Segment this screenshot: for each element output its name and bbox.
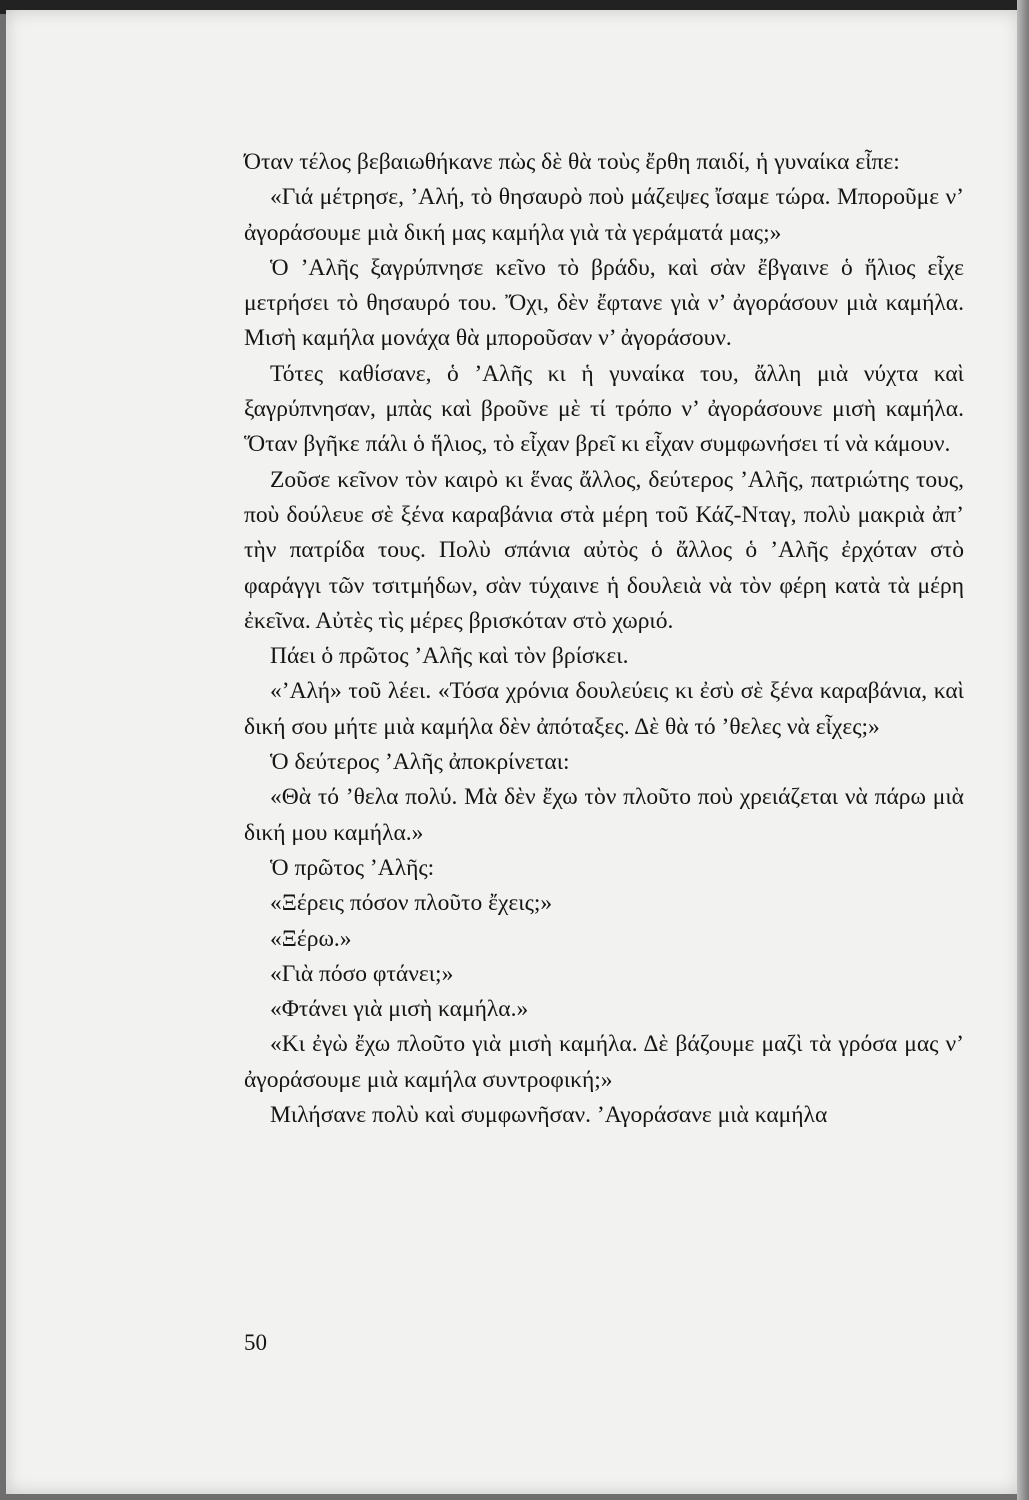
paragraph: «Ξέρω.»: [270, 925, 352, 952]
paragraph: Ὁ ’Αλῆς ξαγρύπνησε κεῖνο τὸ βράδυ, καὶ σὰν ἔβγαινε ὁ ἥλιος εἶχε μετρήσει τὸ θησαυρό του. Ὄχι, δὲν ἔφτανε γιὰ ν’ ἀγοράσουν μιὰ καμήλα. Μισὴ καμήλα μονάχα θὰ μποροῦσαν ν’ ἀγοράσουν.: [244, 254, 964, 352]
paragraph: «Ξέρεις πόσον πλοῦτο ἔχεις;»: [270, 890, 553, 917]
paragraph: «Γιὰ πόσο φτάνει;»: [270, 960, 454, 987]
scan-right-edge: [1017, 0, 1029, 1500]
paragraph: «Κι ἐγὼ ἔχω πλοῦτο γιὰ μισὴ καμήλα. Δὲ βάζουμε μαζὶ τὰ γρόσα μας ν’ ἀγοράσουμε μιὰ καμήλα συντροφική;»: [244, 1031, 964, 1093]
paragraph: Ὁ πρῶτος ’Αλῆς:: [270, 854, 435, 881]
body-text: [244, 145, 964, 1133]
page-number: 50: [244, 1330, 267, 1355]
paragraph: Ὁ δεύτερος ’Αλῆς ἀποκρίνεται:: [270, 749, 570, 776]
paragraph: «’Αλή» τοῦ λέει. «Τόσα χρόνια δουλεύεις κι ἐσὺ σὲ ξένα καραβάνια, καὶ δική σου μήτε μιὰ καμήλα δὲν ἀπόταξες. Δὲ θὰ τό ’θελες νὰ εἶχες;»: [244, 678, 964, 740]
paragraph: «Γιά μέτρησε, ’Αλή, τὸ θησαυρὸ ποὺ μάζεψες ἴσαμε τώρα. Μποροῦμε ν’ ἀγοράσουμε μιὰ δική μας καμήλα γιὰ τὰ γεράματά μας;»: [244, 184, 964, 246]
paragraph: Ζοῦσε κεῖνον τὸν καιρὸ κι ἕνας ἄλλος, δεύτερος ’Αλῆς, πατριώτης τους, ποὺ δούλευε σὲ ξένα καραβάνια στὰ μέρη τοῦ Κάζ-Νταγ, πολὺ μακριὰ ἀπ’ τὴν πατρίδα τους. Πολὺ σπάνια αὐτὸς ὁ ἄλλος ὁ ’Αλῆς ἐρχόταν στὸ φαράγγι τῶν τσιτμήδων, σὰν τύχαινε ἡ δουλειὰ νὰ τὸν φέρη κατὰ τὰ μέρη ἐκεῖνα. Αὐτὲς τὶς μέρες βρισκόταν στὸ χωριό.: [244, 466, 964, 634]
paragraph: Πάει ὁ πρῶτος ’Αλῆς καὶ τὸν βρίσκει.: [270, 643, 629, 670]
paragraph: «Θὰ τό ’θελα πολύ. Μὰ δὲν ἔχω τὸν πλοῦτο ποὺ χρειάζεται νὰ πάρω μιὰ δική μου καμήλα.»: [244, 784, 964, 846]
paragraph: Τότες καθίσανε, ὁ ’Αλῆς κι ἡ γυναίκα του, ἄλλη μιὰ νύχτα καὶ ξαγρύπνησαν, μπὰς καὶ βροῦνε μὲ τί τρόπο ν’ ἀγοράσουνε μισὴ καμήλα. Ὅταν βγῆκε πάλι ὁ ἥλιος, τὸ εἶχαν βρεῖ κι εἶχαν συμφωνήσει τί νὰ κάμουν.: [244, 360, 964, 458]
paragraph: «Φτάνει γιὰ μισὴ καμήλα.»: [270, 996, 529, 1023]
paragraph: Μιλήσανε πολὺ καὶ συμφωνῆσαν. ’Αγοράσανε μιὰ καμήλα: [270, 1102, 828, 1129]
paragraph: Όταν τέλος βεβαιωθήκανε πὼς δὲ θὰ τοὺς ἔρθη παιδί, ἡ γυναίκα εἶπε:: [244, 149, 900, 175]
